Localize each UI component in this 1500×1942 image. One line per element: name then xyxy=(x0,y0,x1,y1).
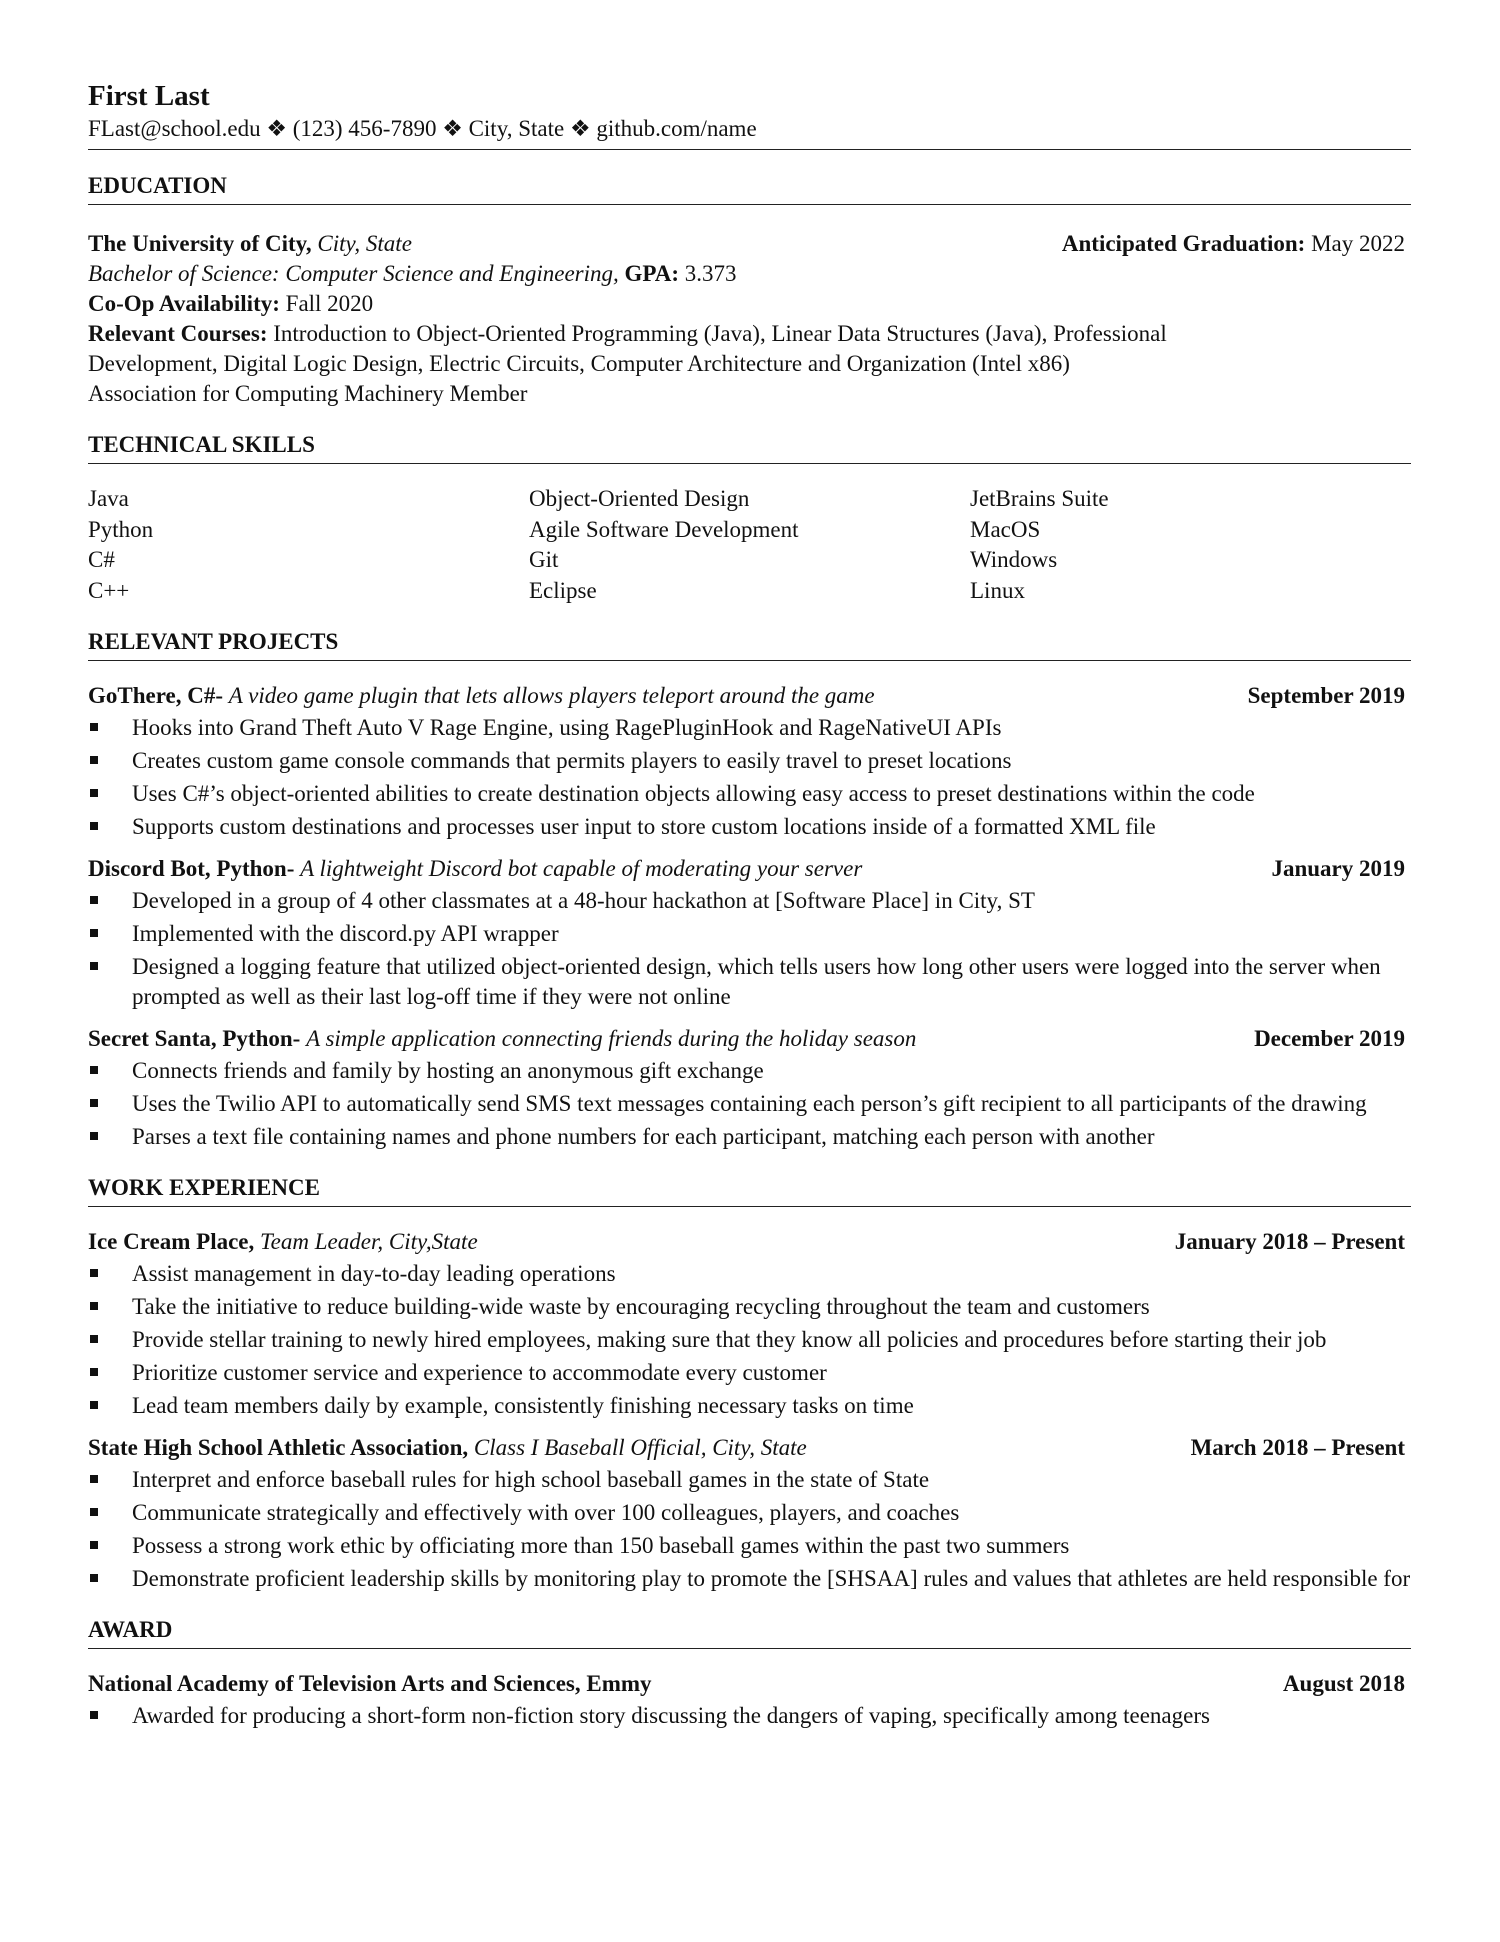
bullet-text: Supports custom destinations and processes user input to store custom locations inside of a formatted XML file xyxy=(132,814,1156,839)
bullet-text: Hooks into Grand Theft Auto V Rage Engine, using RagePluginHook and RageNativeUI APIs xyxy=(132,715,1002,740)
entry-description: A lightweight Discord bot capable of moderating your server xyxy=(300,856,863,881)
bullet-square-icon xyxy=(90,896,98,904)
list-item xyxy=(88,1259,1411,1289)
list-item xyxy=(88,952,1411,1012)
bullet-text: Designed a logging feature that utilized object-oriented design, which tells users how long other users were logged into the server when prompted as well as their last log-off time if they were not online xyxy=(132,954,1381,1009)
bullet-text: Awarded for producing a short-form non-fiction story discussing the dangers of vaping, specifically among teenagers xyxy=(132,1703,1210,1728)
award-section xyxy=(88,1616,1411,1731)
contact-phone: (123) 456-7890 xyxy=(292,116,437,141)
gpa-label: GPA: xyxy=(624,261,680,286)
courses-text-1: Introduction to Object-Oriented Programming (Java), Linear Data Structures (Java), Professional xyxy=(273,321,1167,346)
degree-line xyxy=(88,259,1411,289)
bullet-list xyxy=(88,886,1411,1012)
bullet-square-icon xyxy=(90,1269,98,1277)
contact-line xyxy=(88,114,1411,144)
list-item xyxy=(88,1358,1411,1388)
entry-description: A simple application connecting friends during the holiday season xyxy=(306,1026,917,1051)
skill-item: Windows xyxy=(970,547,1058,572)
entry-header xyxy=(88,1024,1411,1054)
bullet-text: Lead team members daily by example, consistently finishing necessary tasks on time xyxy=(132,1393,914,1418)
skill-item: Git xyxy=(529,547,559,572)
coop-value: Fall 2020 xyxy=(285,291,374,316)
bullet-text: Prioritize customer service and experience to accommodate every customer xyxy=(132,1360,827,1385)
entry-name: State High School Athletic Association, xyxy=(88,1435,469,1460)
entry-date: August 2018 xyxy=(1282,1671,1405,1696)
school-location: City, State xyxy=(317,231,412,256)
bullet-square-icon xyxy=(90,1711,98,1719)
bullet-list xyxy=(88,1701,1411,1731)
list-item xyxy=(88,1391,1411,1421)
list-item xyxy=(88,812,1411,842)
coop-label: Co-Op Availability: xyxy=(88,291,280,316)
bullet-square-icon xyxy=(90,756,98,764)
bullet-square-icon xyxy=(90,1541,98,1549)
bullet-text: Communicate strategically and effectively with over 100 colleagues, players, and coaches xyxy=(132,1500,960,1525)
work-section xyxy=(88,1174,1411,1594)
bullet-square-icon xyxy=(90,1475,98,1483)
entry-header xyxy=(88,1433,1411,1463)
bullet-text: Interpret and enforce baseball rules for high school baseball games in the state of State xyxy=(132,1467,930,1492)
graduation-label: Anticipated Graduation: xyxy=(1061,231,1306,256)
project-entry-secret-santa xyxy=(88,1024,1411,1152)
entry-name: Ice Cream Place, xyxy=(88,1229,255,1254)
entry-date: December 2019 xyxy=(1254,1026,1405,1051)
bullet-text: Connects friends and family by hosting an anonymous gift exchange xyxy=(132,1058,764,1083)
bullet-text: Parses a text file containing names and phone numbers for each participant, matching each person with another xyxy=(132,1124,1155,1149)
degree: Bachelor of Science: Computer Science and Engineering, xyxy=(88,261,619,286)
skill-item: Agile Software Development xyxy=(529,516,799,542)
bullet-text: Uses the Twilio API to automatically send SMS text messages containing each person’s gift recipient to all participants of the drawing xyxy=(132,1091,1367,1116)
list-item xyxy=(88,1531,1411,1561)
entry-date: January 2019 xyxy=(1271,856,1405,881)
contact-location: City, State xyxy=(468,116,565,141)
separator-icon: ❖ xyxy=(569,116,591,141)
separator-icon: ❖ xyxy=(442,116,463,141)
section-title-work: WORK EXPERIENCE xyxy=(88,1174,1411,1207)
bullet-text: Implemented with the discord.py API wrapper xyxy=(132,921,559,946)
entry-header xyxy=(88,854,1411,884)
education-section xyxy=(88,172,1411,409)
skill-item: Eclipse xyxy=(529,577,597,603)
entry-name: Discord Bot, Python- xyxy=(88,856,295,881)
bullet-square-icon xyxy=(90,789,98,797)
bullet-text: Uses C#’s object-oriented abilities to create destination objects allowing easy access to preset destinations within the code xyxy=(132,781,1255,806)
list-item xyxy=(88,713,1411,743)
contact-email: FLast@school.edu xyxy=(88,116,261,141)
bullet-square-icon xyxy=(90,1401,98,1409)
bullet-list xyxy=(88,1465,1411,1594)
gpa-value: 3.373 xyxy=(684,261,737,286)
bullet-text: Provide stellar training to newly hired employees, making sure that they know all policies and procedures before starting their job xyxy=(132,1327,1327,1352)
skill-item: Java xyxy=(88,486,129,511)
bullet-text: Possess a strong work ethic by officiating more than 150 baseball games within the past two summers xyxy=(132,1533,1070,1558)
membership-line: Association for Computing Machinery Member xyxy=(88,381,528,406)
bullet-text: Assist management in day-to-day leading operations xyxy=(132,1261,616,1286)
entry-name: National Academy of Television Arts and Sciences, Emmy xyxy=(88,1671,652,1696)
list-item xyxy=(88,1498,1411,1528)
bullet-list xyxy=(88,1056,1411,1152)
entry-description: Team Leader, City,State xyxy=(260,1229,478,1254)
bullet-text: Take the initiative to reduce building-wide waste by encouraging recycling throughout the team and customers xyxy=(132,1294,1150,1319)
graduation-date: May 2022 xyxy=(1311,231,1405,256)
bullet-text: Creates custom game console commands that permits players to easily travel to preset locations xyxy=(132,748,1012,773)
section-title-award: AWARD xyxy=(88,1616,1411,1649)
bullet-square-icon xyxy=(90,1574,98,1582)
skills-column-2 xyxy=(529,484,970,606)
list-item xyxy=(88,886,1411,916)
bullet-text: Demonstrate proficient leadership skills by monitoring play to promote the [SHSAA] rules and values that athletes are held responsible for xyxy=(132,1566,1411,1591)
bullet-square-icon xyxy=(90,1335,98,1343)
skill-item: MacOS xyxy=(970,516,1041,542)
bullet-list xyxy=(88,713,1411,842)
bullet-square-icon xyxy=(90,1368,98,1376)
coop-line xyxy=(88,289,1411,319)
skill-item: C++ xyxy=(88,577,130,603)
bullet-text: Developed in a group of 4 other classmates at a 48-hour hackathon at [Software Place] in City, ST xyxy=(132,888,1035,913)
candidate-name: First Last xyxy=(88,80,210,112)
courses-text-2: Development, Digital Logic Design, Electric Circuits, Computer Architecture and Organization (Intel x86) xyxy=(88,351,1070,376)
bullet-list xyxy=(88,1259,1411,1421)
skill-item: C# xyxy=(88,547,115,572)
entry-description: Class I Baseball Official, City, State xyxy=(473,1435,807,1460)
award-entry-emmy xyxy=(88,1669,1411,1731)
entry-date: January 2018 – Present xyxy=(1174,1229,1405,1254)
list-item xyxy=(88,779,1411,809)
list-item xyxy=(88,746,1411,776)
bullet-square-icon xyxy=(90,1302,98,1310)
section-title-education: EDUCATION xyxy=(88,172,1411,205)
bullet-square-icon xyxy=(90,723,98,731)
section-title-skills: TECHNICAL SKILLS xyxy=(88,431,1411,464)
list-item xyxy=(88,1122,1411,1152)
project-entry-discord-bot xyxy=(88,854,1411,1012)
list-item xyxy=(88,1465,1411,1495)
bullet-square-icon xyxy=(90,962,98,970)
skills-column-3 xyxy=(970,484,1411,606)
list-item xyxy=(88,1089,1411,1119)
bullet-square-icon xyxy=(90,1132,98,1140)
school-row xyxy=(88,229,1411,259)
header-divider xyxy=(88,149,1411,150)
education-body xyxy=(88,229,1411,409)
list-item xyxy=(88,1292,1411,1322)
entry-header xyxy=(88,681,1411,711)
entry-description: A video game plugin that lets allows players teleport around the game xyxy=(228,683,875,708)
list-item xyxy=(88,1325,1411,1355)
entry-name: GoThere, C#- xyxy=(88,683,224,708)
list-item xyxy=(88,1056,1411,1086)
skills-section xyxy=(88,431,1411,606)
skill-item: Object-Oriented Design xyxy=(529,486,750,511)
skills-grid xyxy=(88,484,1411,606)
skills-column-1 xyxy=(88,484,529,606)
bullet-square-icon xyxy=(90,822,98,830)
skill-item: Linux xyxy=(970,577,1025,603)
bullet-square-icon xyxy=(90,1508,98,1516)
projects-section xyxy=(88,628,1411,1152)
courses-line xyxy=(88,319,1411,349)
skill-item: Python xyxy=(88,516,154,542)
skill-item: JetBrains Suite xyxy=(970,486,1109,511)
list-item xyxy=(88,919,1411,949)
work-entry-ice-cream xyxy=(88,1227,1411,1421)
courses-label: Relevant Courses: xyxy=(88,321,268,346)
bullet-square-icon xyxy=(90,929,98,937)
entry-header xyxy=(88,1227,1411,1257)
project-entry-gothere xyxy=(88,681,1411,842)
entry-date: September 2019 xyxy=(1247,683,1405,708)
list-item xyxy=(88,1701,1411,1731)
section-title-projects: RELEVANT PROJECTS xyxy=(88,628,1411,661)
entry-date: March 2018 – Present xyxy=(1190,1435,1405,1460)
work-entry-athletic-association xyxy=(88,1433,1411,1594)
bullet-square-icon xyxy=(90,1099,98,1107)
school-name: The University of City, xyxy=(88,231,312,256)
contact-github: github.com/name xyxy=(596,116,757,141)
separator-icon: ❖ xyxy=(266,116,287,141)
list-item xyxy=(88,1564,1411,1594)
resume-header xyxy=(88,78,1411,150)
bullet-square-icon xyxy=(90,1066,98,1074)
resume-page xyxy=(88,78,1411,1734)
entry-header xyxy=(88,1669,1411,1699)
entry-name: Secret Santa, Python- xyxy=(88,1026,301,1051)
